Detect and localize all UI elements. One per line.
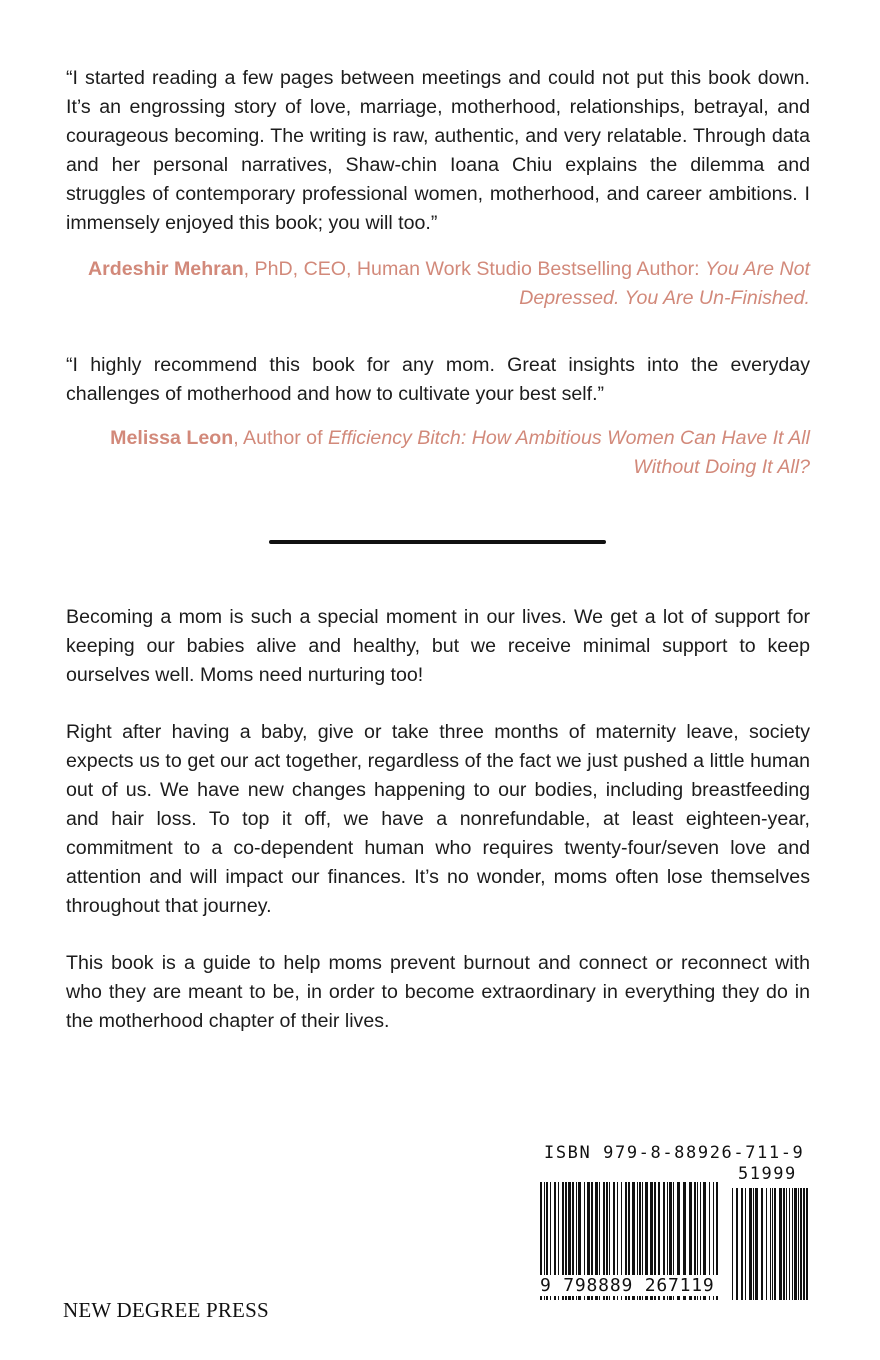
section-divider xyxy=(269,540,606,544)
testimonial-credentials-1: , PhD, CEO, Human Work Studio Bestselling Author: xyxy=(243,258,706,280)
testimonial-author-2: Melissa Leon xyxy=(110,427,234,449)
testimonial-quote-1: “I started reading a few pages between meetings and could not put this book down. It’s an engrossing story of love, marriage, motherhood, relationships, betrayal, and courageous becoming. The writing is raw, authentic, and very relatable. Through data and her personal narratives, Shaw-chin Ioana Chiu explains the dilemma and struggles of contemporary professional women, motherhood, and career ambitions. I immensely enjoyed this book; you will too.” xyxy=(66,67,810,234)
testimonial-credentials-2: , Author of xyxy=(233,427,328,449)
description-paragraph-1: Becoming a mom is such a special moment in our lives. We get a lot of support for keeping our babies alive and healthy, but we receive minimal support to keep ourselves well. Moms need nurturing too! xyxy=(66,606,810,686)
publisher-name: NEW DEGREE PRESS xyxy=(63,1298,269,1322)
description-paragraph-2: Right after having a baby, give or take three months of maternity leave, society expects us to get our act together, regardless of the fact we just pushed a little human out of us. We have new changes happening to our bodies, including breastfeeding and hair loss. To top it off, we have a nonrefundable, at least eighteen-year, commitment to a co-dependent human who requires twenty-four/seven love and attention and will impact our finances. It’s no wonder, moms often lose themselves throughout that journey. xyxy=(66,721,810,917)
testimonial-attribution-1 xyxy=(66,255,810,313)
isbn-label: ISBN 979-8-88926-711-9 xyxy=(544,1143,805,1163)
testimonial-quote-2: “I highly recommend this book for any mom. Great insights into the everyday challenges of motherhood and how to cultivate your best self.” xyxy=(66,354,810,405)
testimonial-book-title-2: Efficiency Bitch: How Ambitious Women Can Have It All Without Doing It All? xyxy=(327,427,810,478)
testimonial-attribution-2 xyxy=(66,424,810,482)
description-paragraph-3: This book is a guide to help moms prevent burnout and connect or reconnect with who they are meant to be, in order to become extraordinary in everything they do in the motherhood chapter of their lives. xyxy=(66,952,810,1032)
ean-digits: 9 798889 267119 xyxy=(538,1275,720,1296)
price-code: 51999 xyxy=(738,1164,797,1184)
testimonial-book-title-1: You Are Not Depressed. You Are Un-Finished. xyxy=(519,258,810,309)
testimonial-author-1: Ardeshir Mehran xyxy=(87,258,244,280)
